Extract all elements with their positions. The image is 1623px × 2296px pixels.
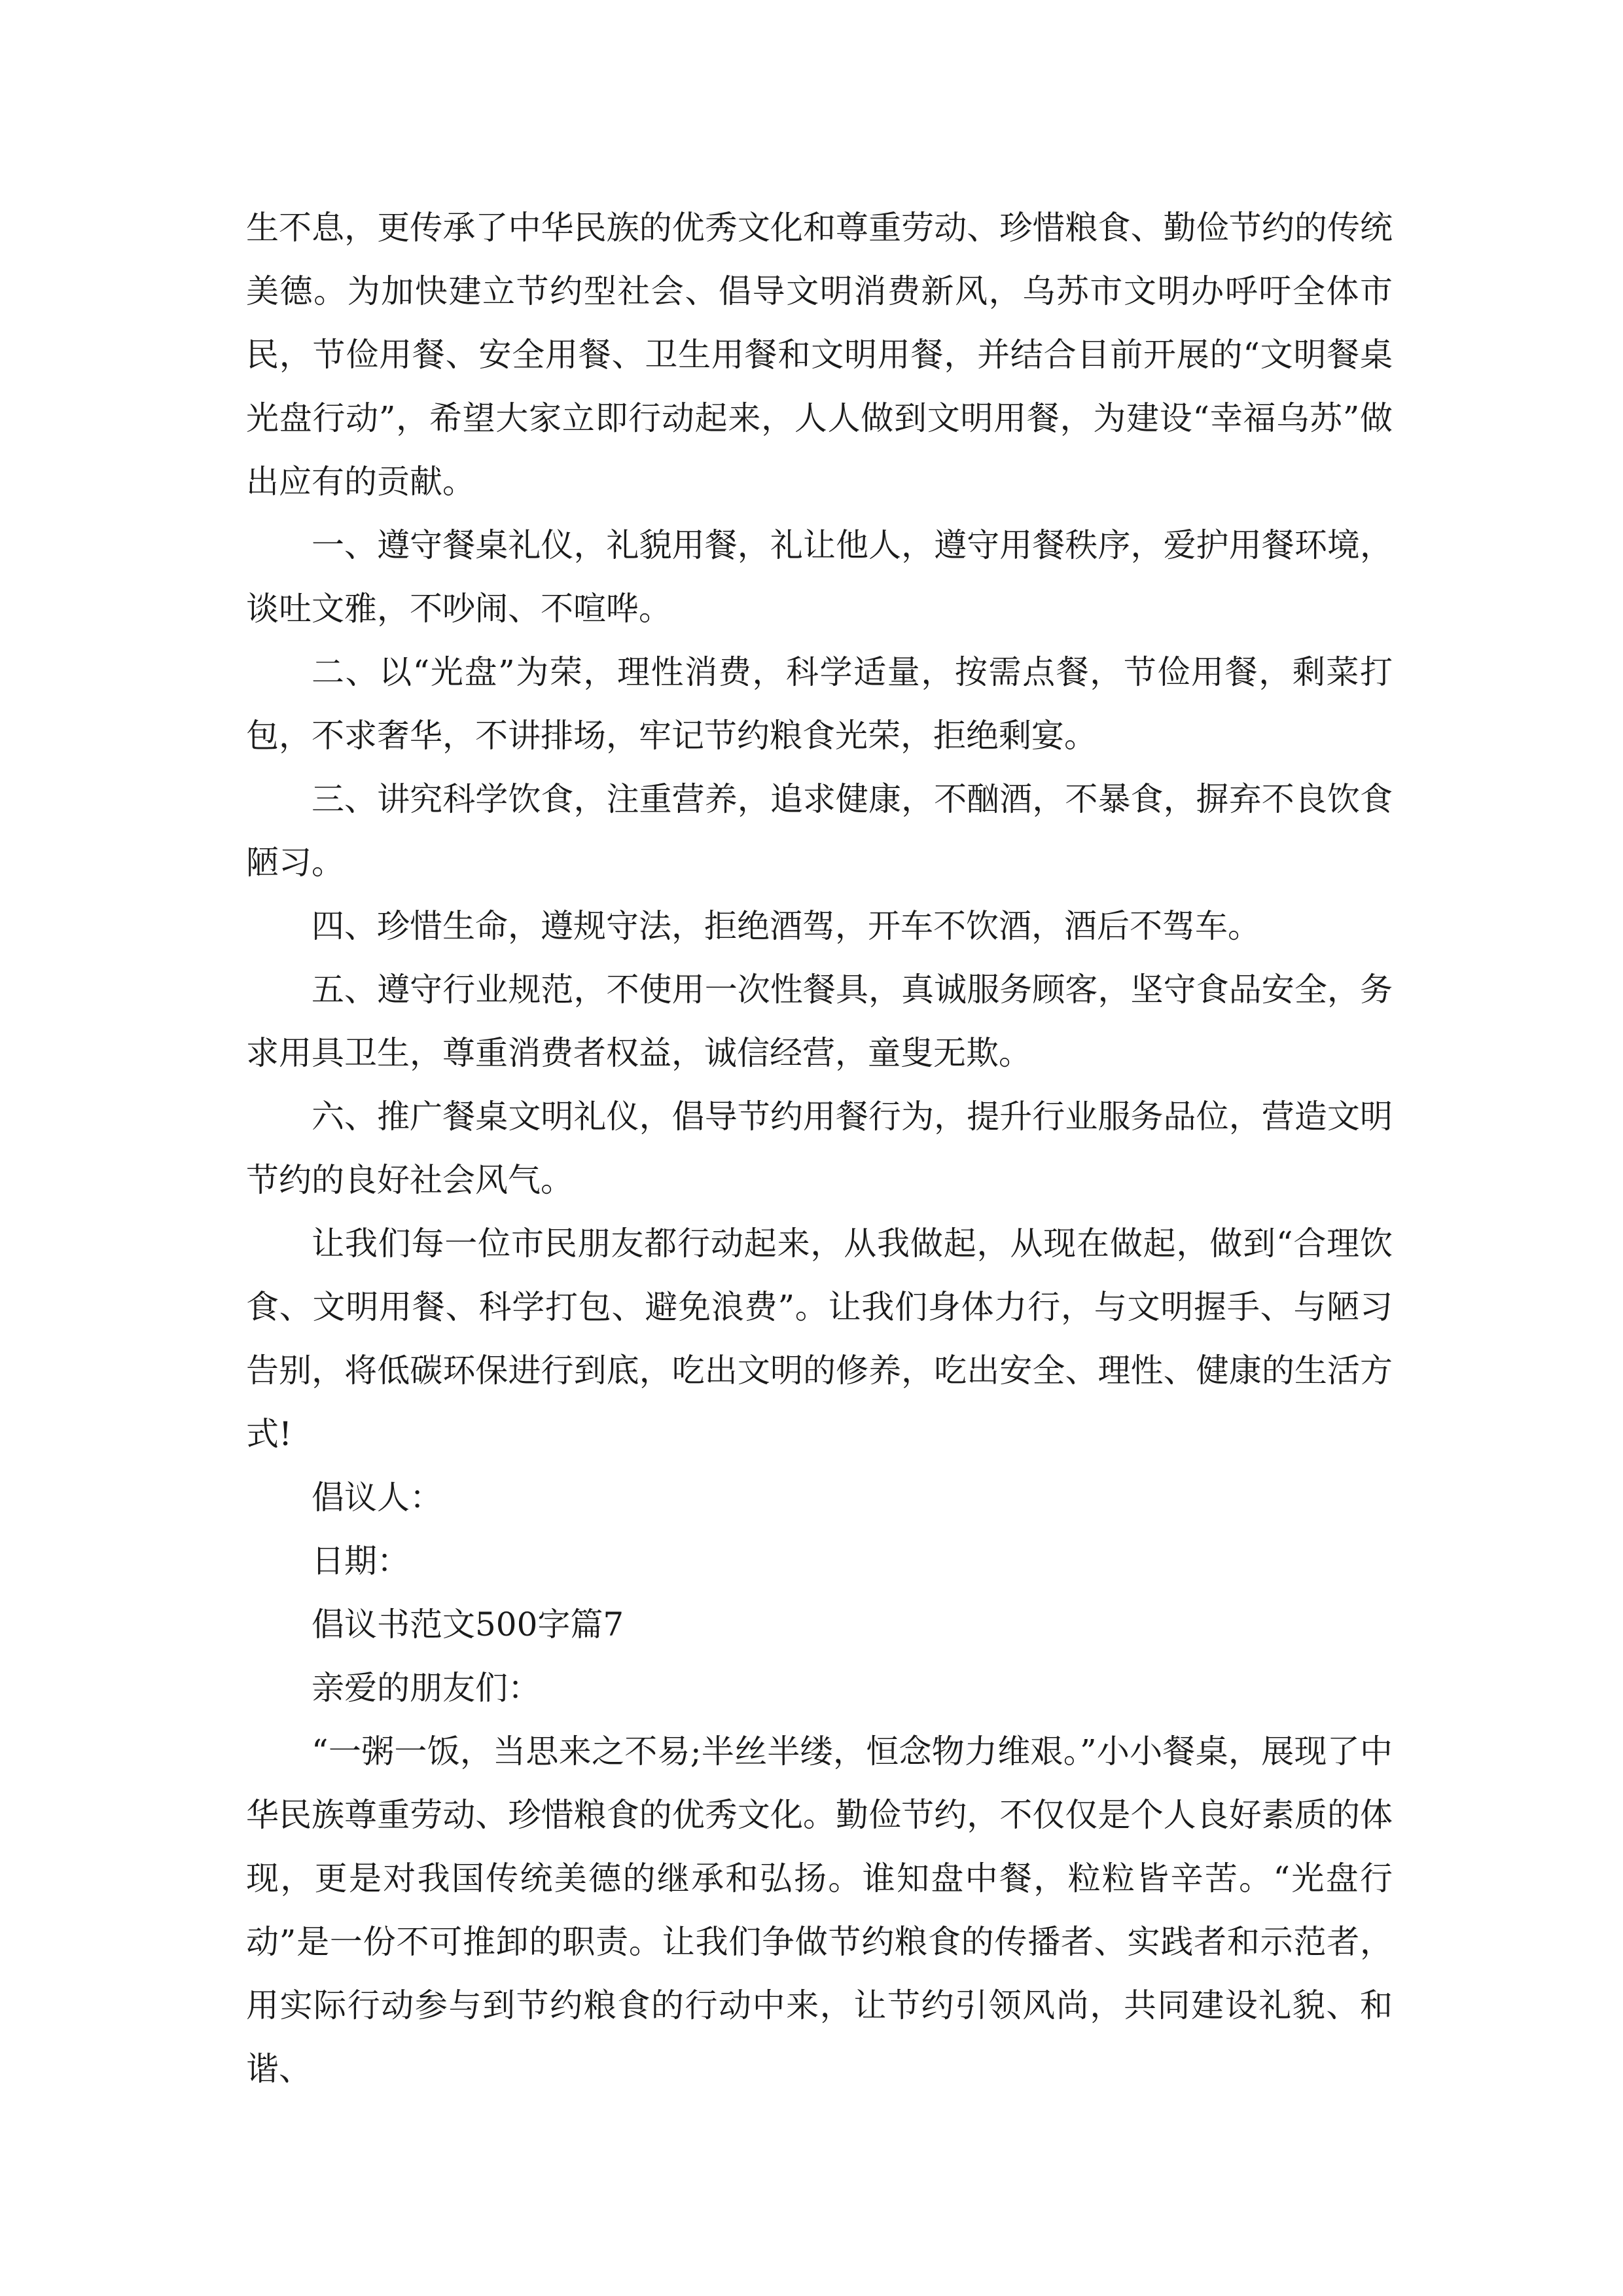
salutation: 亲爱的朋友们： [312, 1669, 541, 1707]
paragraph-call-to-action: 让我们每一位市民朋友都行动起来，从我做起，从现在做起，做到“合理饮食、文明用餐、科学打包、避免浪费”。让我们身体力行，与文明握手、与陋习告别，将低碳环保进行到底，吃出文明的修养，吃出安全、理性、健康的生活方式! [246, 1225, 1393, 1453]
date-label: 日期： [312, 1542, 410, 1580]
section-heading: 倡议书范文500字篇7 [312, 1605, 624, 1643]
paragraph-intro-continuation: 生不息，更传承了中华民族的优秀文化和尊重劳动、珍惜粮食、勤俭节约的传统美德。为加快建立节约型社会、倡导文明消费新风，乌苏市文明办呼吁全体市民，节俭用餐、安全用餐、卫生用餐和文明用餐，并结合目前开展的“文明餐桌光盘行动”，希望大家立即行动起来，人人做到文明用餐，为建设“幸福乌苏”做出应有的贡献。 [246, 209, 1393, 501]
paragraph-item-3: 三、讲究科学饮食，注重营养，追求健康，不酗酒，不暴食，摒弃不良饮食陋习。 [246, 780, 1393, 882]
paragraph-item-1: 一、遵守餐桌礼仪，礼貌用餐，礼让他人，遵守用餐秩序，爱护用餐环境，谈吐文雅，不吵闹、不喧哗。 [246, 526, 1393, 628]
paragraph-item-4: 四、珍惜生命，遵规守法，拒绝酒驾，开车不饮酒，酒后不驾车。 [312, 907, 1260, 945]
initiator-label: 倡议人： [312, 1479, 442, 1516]
paragraph-item-6: 六、推广餐桌文明礼仪，倡导节约用餐行为，提升行业服务品位，营造文明节约的良好社会风气。 [246, 1098, 1393, 1199]
paragraph-body: “一粥一饭，当思来之不易;半丝半缕，恒念物力维艰。”小小餐桌，展现了中华民族尊重劳动、珍惜粮食的优秀文化。勤俭节约，不仅仅是个人良好素质的体现，更是对我国传统美德的继承和弘扬。谁知盘中餐，粒粒皆辛苦。“光盘行动”是一份不可推卸的职责。让我们争做节约粮食的传播者、实践者和示范者，用实际行动参与到节约粮食的行动中来，让节约引领风尚，共同建设礼貌、和谐、 [246, 1732, 1393, 2088]
document-body [246, 196, 1393, 2101]
paragraph-item-5: 五、遵守行业规范，不使用一次性餐具，真诚服务顾客，坚守食品安全，务求用具卫生，尊重消费者权益，诚信经营，童叟无欺。 [246, 971, 1393, 1072]
paragraph-item-2: 二、以“光盘”为荣，理性消费，科学适量，按需点餐，节俭用餐，剩菜打包，不求奢华，不讲排场，牢记节约粮食光荣，拒绝剩宴。 [246, 653, 1393, 755]
